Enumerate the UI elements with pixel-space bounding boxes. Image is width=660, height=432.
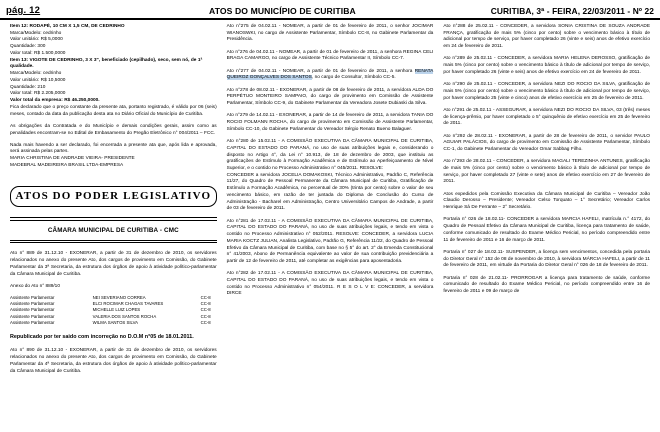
legislative-acts-banner-wrap (10, 186, 217, 208)
staff-name: MICHELLE LUIZ LOPES (92, 307, 141, 313)
republication-notice: Republicado por ter saido com incorreção no D.O.M n°05 de 18.01.2011. (10, 333, 194, 340)
ato-277-suffix: , no cargo de Consultor, Símbolo CC-5. (311, 75, 396, 81)
organ-title: CÂMARA MUNICIPAL DE CURITIBA - CMC (47, 226, 179, 234)
ato-290: Ato n°290 de 25.02.11 - CONCEDER, a servidora NEZI DO ROCIO DA SILVA, gratificação de mais 5% (cinco por cento) sobre o vencimento básico à título de adicional por tempo de serviço, por haver completado 25 (vinte e cinco) anos de efetivo exercício em 25 de fevereiro de 2011. (443, 82, 651, 101)
ato-277-prefix: Ato n°277 de 04.02.11 - NOMEAR, a partir de 01 de fevereiro de 2011, a senhora (226, 68, 415, 74)
staff-symbol: CC-8 (200, 307, 211, 313)
item-line: Valor unitário: R$ 10,5000 (10, 77, 66, 83)
item-line: Valor unitário: R$ 5,0000 (10, 37, 63, 43)
item-total-line: Valor total da empresa: R$ 46.250,0000. (10, 98, 100, 104)
ata-obligations-paragraph: As obrigações da Contratada e do Município e demais condições gerais, assim como as penalidades encontram-se no Edital de Embasamento do Pregão Eletrônico n° 004/2011 – FCC. (10, 123, 217, 136)
legislative-acts-banner: ATOS DO PODER LEGISLATIVO (10, 186, 217, 208)
ato-281: Ato n°281 de 17.02.11 - A COMISSÃO EXECUTIVA DA CÂMARA MUNICIPAL DE CURITIBA, CAPITAL DO ESTADO DO PARANÁ, no uso de suas atribuições legais, e tendo em vista o contido no Processo Administrativo n° 052/2011. RESOLVE: CONCEDER, a servidora LUCIA MARIA KOCTZ JULIAN, Analista Legislativo, Padrão G, Referência 11/22, do Quadro de Pessoal Efetivo da Câmara Municipal de Curitiba, com base no § 5° do art. 2° da Emenda Constitucional n° 41/2003, Abono de Permanência equivalente ao valor de sua contribuição previdenciária a partir de 12 de fevereiro de 2011, até completar as exigências para aposentadoria. (226, 218, 434, 265)
staff-symbol: CC-8 (200, 300, 211, 306)
ato-279: Ato n°279 de 14.02.11 - EXONERAR, a partir de 14 de fevereiro de 2011, a servidora TANIA DO ROCIO FOLMANN ROCHA, do cargo de provimento em Comissão de Assistente Parlamentar, Símbolo CC-10, do Gabinete Parlamentar do Vereador Sérgio Renato Bueno Balaguer. (226, 113, 434, 132)
staff-role: Assistente Parlamentar (10, 300, 55, 306)
ato-889: Ato n° 889 de 31.12.10 - EXONERAR, a partir de 31 de dezembro de 2010, os servidores relacionados no anexo do presente Ato, dos cargos de provimento em Comissão, do Gabinete Parlamentar da 3ª Secretaria, da estrutura dos órgãos de apoio à atividade político-parlamentar da Câmara Municipal de Curitiba. (10, 251, 217, 277)
staff-symbol: CC-8 (200, 313, 211, 319)
item-line: Valor total: R$ 1.500,0000 (10, 50, 66, 56)
staff-role: Assistente Parlamentar (10, 320, 55, 326)
ato-292: Ato n°292 de 28.02.11 - EXONERAR, a partir de 28 de fevereiro de 2011, o servidor PAULO AGUIAR PALÁCIOS, do cargo de provimento em Comissão de Assistente Parlamentar, Símbolo CC-1, do Gabinete Parlamentar do Vereador Omar Sabbag Filho. (443, 133, 651, 153)
ata-closing-paragraph: Nada mais havendo a ser declarado, foi encerrada a presente ata que, após lida e aprovada, será assinada pelas partes. (10, 142, 217, 155)
item-line: Item 13: VIGOTE DE CEDRINHO, 3 X 3", beneficiado (cepilhado), seco, sem nó, de 1ª qualidade. (10, 57, 203, 70)
staff-name: WILMA SANTOS SILVA (92, 320, 139, 326)
edition-info: CURITIBA, 3ª - FEIRA, 22/03/2011 - Nº 22 (490, 6, 654, 16)
atos-expedidos-note: Atos expedidos pela Comissão Executiva da Câmara Municipal de Curitiba – Vereador João Claudio Derosso – Presidente; Vereador Celso Torquato – 1° Secretário; Vereador Carlos Henrique Sá De Ferrante – 2° Secretário. (443, 191, 651, 211)
ato-289: Ato n°289 de 25.02.11 - CONCEDER, a servidora MARIA HELENA DEROSSO, gratificação de mais 5% (cinco por cento) sobre o vencimento básico à título de adicional por tempo de serviço, por haver completado 26 (vinte e seis) anos de efetivo exercício em 24 de fevereiro de 2011. (443, 56, 651, 75)
staff-name: ELCI ROCIMAR CHAGAS TAVARES (92, 300, 164, 306)
staff-role: Assistente Parlamentar (10, 313, 55, 319)
signature-company: MADEBRAL MADEIREIRA BRASIL LTDA-EMPRESA (10, 162, 124, 168)
ata-validity-paragraph: Fica declarado que o preço constante da presente ata, portanto registrado, é válido por 06 (seis) meses, contado da data da publicação desta ata no Diário Oficial do Município de Curitiba. (10, 104, 217, 117)
column-3 (438, 24, 655, 381)
column-1 (5, 24, 222, 381)
item-line: Quantidade: 210 (10, 84, 46, 90)
column-2 (222, 24, 439, 381)
ato-277 (227, 69, 434, 82)
columns-container (0, 20, 660, 381)
staff-symbol: CC-8 (200, 320, 211, 326)
ato-282: Ato n°282 de 17.02.11 - A COMISSÃO EXECUTIVA DA CÂMARA MUNICIPAL DE CURITIBA, CAPITAL DO ESTADO DO PARANÁ, no uso de suas atribuições legais, e tendo em vista o contido no Processo Administrativo n° 054/2011. R E S O L V E: CONCEDER, a servidora DIRCE (226, 271, 434, 297)
publication-title: ATOS DO MUNICÍPIO DE CURITIBA (209, 6, 356, 16)
staff-table (10, 295, 217, 327)
item-line: Marca/Modelo: cedrinho (10, 71, 62, 77)
divider-bottom (10, 240, 217, 244)
ato-890: Ato n° 890 de 31.12.10 - EXONERAR, a partir de 31 de dezembro de 2010, os servidores relacionados no anexo do presente Ato, dos cargos de provimento em Comissão, do Gabinete Parlamentar da 4ª Secretaria, da estrutura dos órgãos de apoio à atividade político-parlamentar da Câmara Municipal de Curitiba. (10, 348, 217, 374)
staff-symbol: CC-8 (200, 294, 211, 300)
ato-288: Ato n°288 de 25.02.11 - CONCEDER, a servidora SONIA CRISTINA DE SOUZA ANDRADE FRANÇA, gratificação de mais 5% (cinco por cento) sobre o vencimento básico à título de adicional por tempo de serviço, por haver completado 26 (vinte e seis) anos de efetivo exercício em 24 de fevereiro de 2011. (443, 24, 651, 50)
anexo-label: Anexo do Ato n° 889/10 (10, 283, 60, 289)
item-line: Valor total: R$ 2.205,0000 (10, 91, 66, 97)
masthead (0, 0, 660, 20)
ato-280-continued: CONCEDER a servidora JOCELIA DOMAKOSKI, Técnico Administrativo, Padrão C, Referência 11/27, do Quadro de Pessoal Permanente da Câmara Municipal de Curitiba, Gratificação de Estímulo a Formação Acadêmica, no percentual de 30% (trinta por cento) sobre o valor de seu vencimento básico, em razão de ter juntada do Diploma de Conclusão do Curso de Administração - Bacharel em Administração, Centro Universitário Campos de Andrade, a partir de 03 de fevereiro de 2011. (226, 172, 434, 212)
signature-president: MARIA CHRISTINA DE ANDRADE VIEIRA- PRESIDENTE (10, 156, 135, 162)
ato-280: Ato n°280 de 15.02.11 - A COMISSÃO EXECUTIVA DA CÂMARA MUNICIPAL DE CURITIBA, CAPITAL DO ESTADO DO PARANÁ, no uso de suas atribuições legais e, considerando o disposto no Artigo 4°, da Lei n° 10.913, de 18 de dezembro de 2003, que instituiu as gratificações de Estímulo à Formação Acadêmica e de Estímulo ao Aperfeiçoamento de Nível Superior, e o contido no Processo Administrativo n° 045/2011. RESOLVE: (226, 139, 434, 171)
portaria-026: Portaria n° 026 de 18.02.11- CONCEDER a servidora MARCIA HAFELI, matrícula n.° 4172, do Quadro de Pessoal Efetivo da Câmara Municipal de Curitiba, licença para tratamento de saúde, conforme comunicado de resultado do Exame Médico Pericial, no período compreendido entre 11 de fevereiro de 2011 e 16 de março de 2011. (443, 217, 651, 243)
portaria-028: Portaria n° 028 de 21.02.11- PRORROGAR a licença para tratamento de saúde, conforme comunicado de resultado do Exame Médico Pericial, no período compreendido entre 16 de fevereiro de 2011 e 09 de março de (443, 275, 651, 294)
staff-name: NEI SEVERIANO CORREA (92, 294, 146, 300)
item-line: Marca/Modelo: cedrinho (10, 30, 62, 36)
staff-name: VALERIA DOS SANTOS ROCHA (92, 313, 157, 319)
staff-role: Assistente Parlamentar (10, 307, 55, 313)
ato-278: Ato n°278 de 08.02.11 - EXONERAR, a partir de 08 de fevereiro de 2011, a servidora ALDA DO PERPÉTUO MONTEIRO SAMPAIO, do cargo de provimento em Comissão de Assistente Parlamentar, Símbolo CC-9, do Gabinete Parlamentar da Vereadora Josete Dubiaski da Silva. (226, 87, 434, 107)
ato-293: Ato n°293 de 28.02.11 - CONCEDER, a servidora MAGALI TEREZINHA ANTUNES, gratificação de mais 5% (cinco por cento) sobre o vencimento básico à título de adicional por tempo de serviço, por haver completado 27 (vinte e sete) anos de efetivo exercício em 27 de fevereiro de 2011. (443, 159, 651, 185)
ato-276: Ato n°276 de 04.02.11 - NOMEAR, a partir de 01 de fevereiro de 2011, a senhora REGINA CELI BRAGA CAMARGO, no cargo de Assistente Técnico Parlamentar II, Símbolo CC-7. (226, 49, 434, 62)
page-number-label: pág. 12 (6, 5, 41, 16)
item-line: Item 12: RODAPÉ, 10 CM X 1,5 CM, DE CEDRINHO (10, 24, 125, 29)
portaria-027: Portaria n° 027 de 18.02.11- SUSPENDER, a licença sem vencimentos, concedida pela portaria do Diretor Geral n° 152 de 08 de novembro de 2010, à servidora MÁRCIA HAFELI, a partir de 11 de fevereiro de 2011, em virtude da Portaria do Diretor Geral n° 026 de 18 de fevereiro de 2011. (443, 249, 651, 269)
ato-291: Ato n°291 de 25.02.11 - ASSEGURAR, a servidora NEZI DO ROCIO DA SILVA, 03 (três) meses de licença-prêmio, por haver completado o 5° quinquênio de efetivo exercício em 25 de fevereiro de 2011. (443, 107, 651, 127)
table-row (10, 320, 217, 326)
selected-text-highlight[interactable]: RENATA QUEIROZ GONÇALVES DOS SANTOS (226, 68, 434, 81)
staff-role: Assistente Parlamentar (10, 294, 55, 300)
ato-275: Ato n°275 de 04.02.11 - NOMEAR, a partir de 01 de fevereiro de 2011, o senhor JOCIMAR WIANOSWKI, no cargo de Assistente Parlamentar, Símbolo CC-8, no Gabinete Parlamentar da Presidência. (226, 24, 434, 43)
item-line: Quantidade: 300 (10, 44, 46, 50)
